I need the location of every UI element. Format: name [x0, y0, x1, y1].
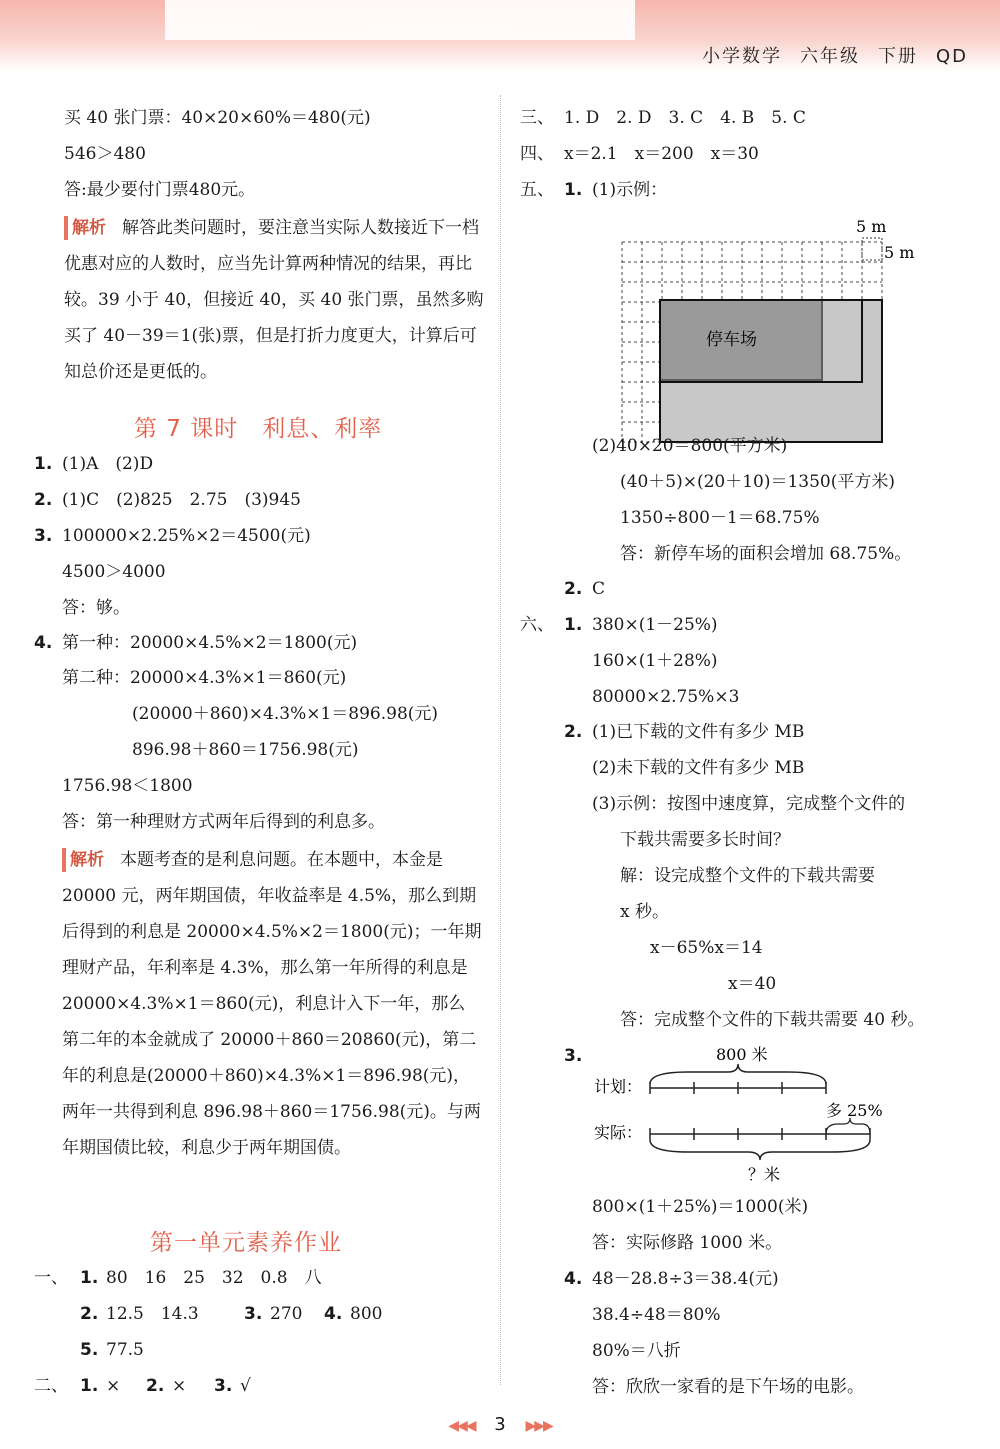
answer-line: 80 16 25 32 0.8 八 [106, 1268, 322, 1288]
question-number: 2. [146, 1376, 165, 1396]
question-number: 1. [34, 454, 53, 474]
section-number: 五、 [520, 180, 554, 200]
answer-line: 380×(1－25%) [592, 615, 718, 635]
header-edition: QD [935, 46, 968, 67]
actual-label: 实际： [594, 1123, 643, 1142]
answer-line: C [592, 579, 606, 599]
header-white-area [165, 0, 635, 40]
unit-title: 第一单元素养作业 [150, 1230, 342, 1256]
section-number: 四、 [520, 144, 554, 164]
answer-line: 80%＝八折 [592, 1341, 681, 1361]
answer-line: 1350÷800－1＝68.75% [620, 508, 820, 528]
answer-line: (1)已下载的文件有多少 MB [592, 722, 805, 742]
answer-line: 270 [270, 1304, 303, 1324]
diagram-extra-label: 多 25% [826, 1101, 883, 1120]
question-number: 2. [80, 1304, 99, 1324]
column-divider [500, 95, 501, 1385]
question-number: 1. [80, 1376, 99, 1396]
expanded-area [660, 300, 882, 442]
answer-line: 答：完成整个文件的下载共需要 40 秒。 [620, 1010, 925, 1030]
answer-line: 546＞480 [64, 144, 146, 164]
header-subject: 小学数学 [701, 46, 782, 67]
answer-line: x 秒。 [620, 902, 669, 922]
answer-line: 1756.98＜1800 [62, 776, 193, 796]
answer-line: (40＋5)×(20＋10)＝1350(平方米) [620, 472, 896, 492]
answer-line: 1. D 2. D 3. C 4. B 5. C [564, 108, 806, 128]
answer-line: x－65%x＝14 [650, 938, 763, 958]
answer-line: 答：实际修路 1000 米。 [592, 1233, 783, 1253]
unit-cell-highlight [862, 238, 882, 260]
analysis-tag: 解析 [62, 848, 110, 872]
analysis-note [64, 210, 484, 390]
grid-label-top: 5 m [856, 217, 887, 236]
question-number: 3. [34, 526, 53, 546]
question-number: 2. [564, 722, 583, 742]
answer-line: 38.4÷48＝80% [592, 1305, 721, 1325]
question-number: 1. [564, 180, 583, 200]
answer-line: 800×(1＋25%)＝1000(米) [592, 1197, 809, 1217]
question-number: 2. [34, 490, 53, 510]
answer-line: 77.5 [106, 1340, 144, 1360]
answer-line: 896.98＋860＝1756.98(元) [132, 740, 359, 760]
header-grade: 六年级 [799, 46, 860, 67]
answer-line: (1)C (2)825 2.75 (3)945 [62, 490, 301, 510]
answer-line: 4500＞4000 [62, 562, 166, 582]
grid-label-right: 5 m [884, 243, 915, 262]
question-number: 4. [34, 633, 53, 653]
analysis-text: 解答此类问题时，要注意当实际人数接近下一档优惠对应的人数时，应当先计算两种情况的结果，再比较。39 小于 40，但接近 40，买 40 张门票，虽然多购买了 40－39＝1(张)票，但是打折力度更大，计算后可知总价还是更低的。 [64, 218, 484, 382]
answer-line: (3)示例：按图中速度算，完成整个文件的 [592, 794, 906, 814]
question-number: 3. [564, 1046, 583, 1066]
answer-line: 12.5 14.3 [106, 1304, 199, 1324]
question-number: 1. [80, 1268, 99, 1288]
parking-grid-figure [600, 210, 930, 450]
answer-line: 答：新停车场的面积会增加 68.75%。 [620, 544, 912, 564]
section-number: 三、 [520, 108, 554, 128]
diagram-total-label: 800 米 [716, 1045, 768, 1064]
actual-brace [650, 1140, 870, 1160]
answer-line: (20000＋860)×4.3%×1＝896.98(元) [132, 704, 439, 724]
answer-line: x＝40 [728, 974, 777, 994]
question-number: 5. [80, 1340, 99, 1360]
section-number: 一、 [34, 1268, 68, 1288]
section-number: 六、 [520, 615, 554, 635]
question-number: 1. [564, 615, 583, 635]
page-number: 3 [494, 1414, 506, 1435]
question-number: 3. [244, 1304, 263, 1324]
page-footer [0, 1414, 1000, 1435]
answer-line: (2)未下载的文件有多少 MB [592, 758, 805, 778]
answer-line: (1)A (2)D [62, 454, 154, 474]
analysis-text: 本题考查的是利息问题。在本题中，本金是 20000 元，两年期国债，年收益率是 4.5%，那么到期后得到的利息是 20000×4.5%×2＝1800(元)；一年期理财产品，年利率是 4.3%，那么第一年所得的利息是 20000×4.3%×1＝860(元)，利息计入下一年，那么第二年的本金就成了 20000＋860＝20860(元)，第二年的利息是(20000＋860)×4.3%×1＝896.98(元)，两年一共得到利息 896.98＋860＝1756.98(元)。与两年期国债比较，利息少于两年期国债。 [62, 850, 482, 1158]
answer-line: 解：设完成整个文件的下载共需要 [620, 866, 875, 886]
question-number: 4. [324, 1304, 343, 1324]
answer-line: 800 [350, 1304, 383, 1324]
answer-line: 100000×2.25%×2＝4500(元) [62, 526, 311, 546]
plan-brace [650, 1064, 826, 1084]
answer-line: 下载共需要多长时间？ [620, 830, 790, 850]
question-number: 2. [564, 579, 583, 599]
answer-line: × [106, 1376, 121, 1396]
prev-arrows-icon: ◀◀◀ [448, 1418, 475, 1434]
answer-line: 答：欣欣一家看的是下午场的电影。 [592, 1377, 864, 1397]
answer-line: (1)示例： [592, 180, 668, 200]
answer-line: 80000×2.75%×3 [592, 687, 740, 707]
answer-line: (2)40×20＝800(平方米) [592, 436, 788, 456]
question-number: 4. [564, 1269, 583, 1289]
answer-line: 第二种：20000×4.3%×1＝860(元) [62, 668, 347, 688]
answer-line: x＝2.1 x＝200 x＝30 [564, 144, 759, 164]
answer-line: 答：第一种理财方式两年后得到的利息多。 [62, 812, 385, 832]
answer-line: × [172, 1376, 187, 1396]
section-number: 二、 [34, 1376, 68, 1396]
answer-line: 买 40 张门票：40×20×60%＝480(元) [64, 108, 371, 128]
answer-line: √ [240, 1376, 251, 1396]
analysis-tag: 解析 [64, 216, 112, 240]
answer-line: 160×(1＋28%) [592, 651, 718, 671]
section-title: 第 7 课时 利息、利率 [134, 416, 383, 442]
plan-label: 计划： [594, 1077, 643, 1096]
answer-line: 答：够。 [62, 598, 130, 618]
answer-line: 答:最少要付门票480元。 [64, 180, 256, 200]
analysis-note [62, 842, 482, 1166]
road-segment-diagram [588, 1040, 918, 1190]
diagram-question-label: ？米 [748, 1165, 781, 1184]
book-header [684, 42, 968, 68]
header-term: 下册 [877, 46, 918, 67]
question-number: 3. [214, 1376, 233, 1396]
parking-label: 停车场 [706, 330, 757, 350]
answer-line: 第一种：20000×4.5%×2＝1800(元) [62, 633, 358, 653]
answer-line: 48－28.8÷3＝38.4(元) [592, 1269, 779, 1289]
next-arrows-icon: ▶▶▶ [525, 1418, 552, 1434]
extra-brace [826, 1118, 870, 1134]
